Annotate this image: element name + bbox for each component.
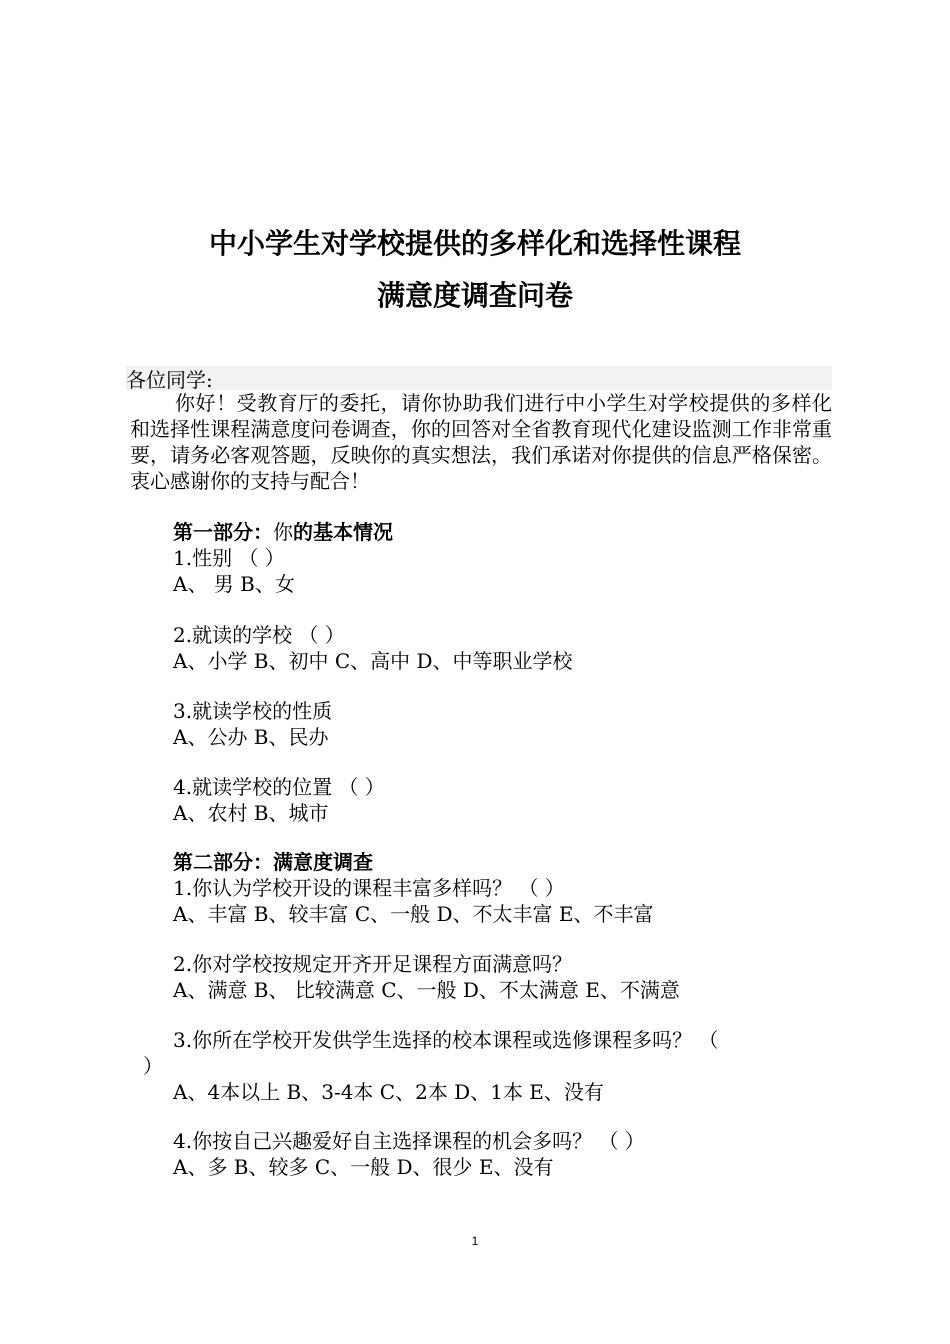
- part2-heading: [173, 846, 373, 875]
- options-school: A、小学 B、初中 C、高中 D、中等职业学校: [173, 649, 573, 673]
- question-satisfaction: 2.你对学校按规定开齐开足课程方面满意吗？: [173, 952, 573, 976]
- part1-heading: [173, 516, 393, 545]
- salutation: 各位同学:: [126, 368, 213, 392]
- part1-heading-c: 的基本情况: [293, 520, 393, 544]
- question-school-location: 4.就读学校的位置 （ ）: [173, 775, 385, 799]
- question-choice: 4.你按自己兴趣爱好自主选择课程的机会多吗？ （ ）: [173, 1129, 645, 1153]
- part1-heading-b: 你: [273, 520, 293, 544]
- options-choice: A、多 B、较多 C、一般 D、很少 E、没有: [173, 1155, 554, 1179]
- page-subtitle: 满意度调查问卷: [376, 279, 573, 312]
- options-variety: A、丰富 B、较丰富 C、一般 D、不太丰富 E、不丰富: [173, 902, 654, 926]
- question-school: 2.就读的学校 （ ）: [173, 623, 345, 647]
- page-title: 中小学生对学校提供的多样化和选择性课程: [208, 227, 741, 260]
- options-satisfaction: A、满意 B、 比较满意 C、一般 D、不太满意 E、不满意: [173, 978, 680, 1002]
- question-electives-cont: ）: [143, 1054, 163, 1078]
- question-gender: 1.性别 （ ）: [173, 546, 285, 570]
- options-school-type: A、公办 B、民办: [173, 725, 329, 749]
- part2-heading-text: 第二部分：满意度调查: [173, 850, 373, 874]
- options-school-location: A、农村 B、城市: [173, 801, 329, 825]
- part1-heading-a: 第一部分：: [173, 520, 273, 544]
- options-gender: A、 男 B、女: [173, 572, 295, 596]
- salutation-highlight: [126, 366, 832, 390]
- question-school-type: 3.就读学校的性质: [173, 699, 333, 723]
- question-electives: 3.你所在学校开发供学生选择的校本课程或选修课程多吗？ （: [173, 1028, 719, 1052]
- intro-paragraph: 你好！受教育厅的委托，请你协助我们进行中小学生对学校提供的多样化和选择性课程满意度问卷调查，你的回答对全省教育现代化建设监测工作非常重要，请务必客观答题，反映你的真实想法，我们承诺对你提供的信息严格保密。衷心感谢你的支持与配合！: [130, 391, 832, 493]
- question-variety: 1.你认为学校开设的课程丰富多样吗？ （ ）: [173, 876, 565, 900]
- options-electives: A、4本以上 B、3-4本 C、2本 D、1本 E、没有: [173, 1080, 604, 1104]
- page-number: 1: [471, 1234, 479, 1248]
